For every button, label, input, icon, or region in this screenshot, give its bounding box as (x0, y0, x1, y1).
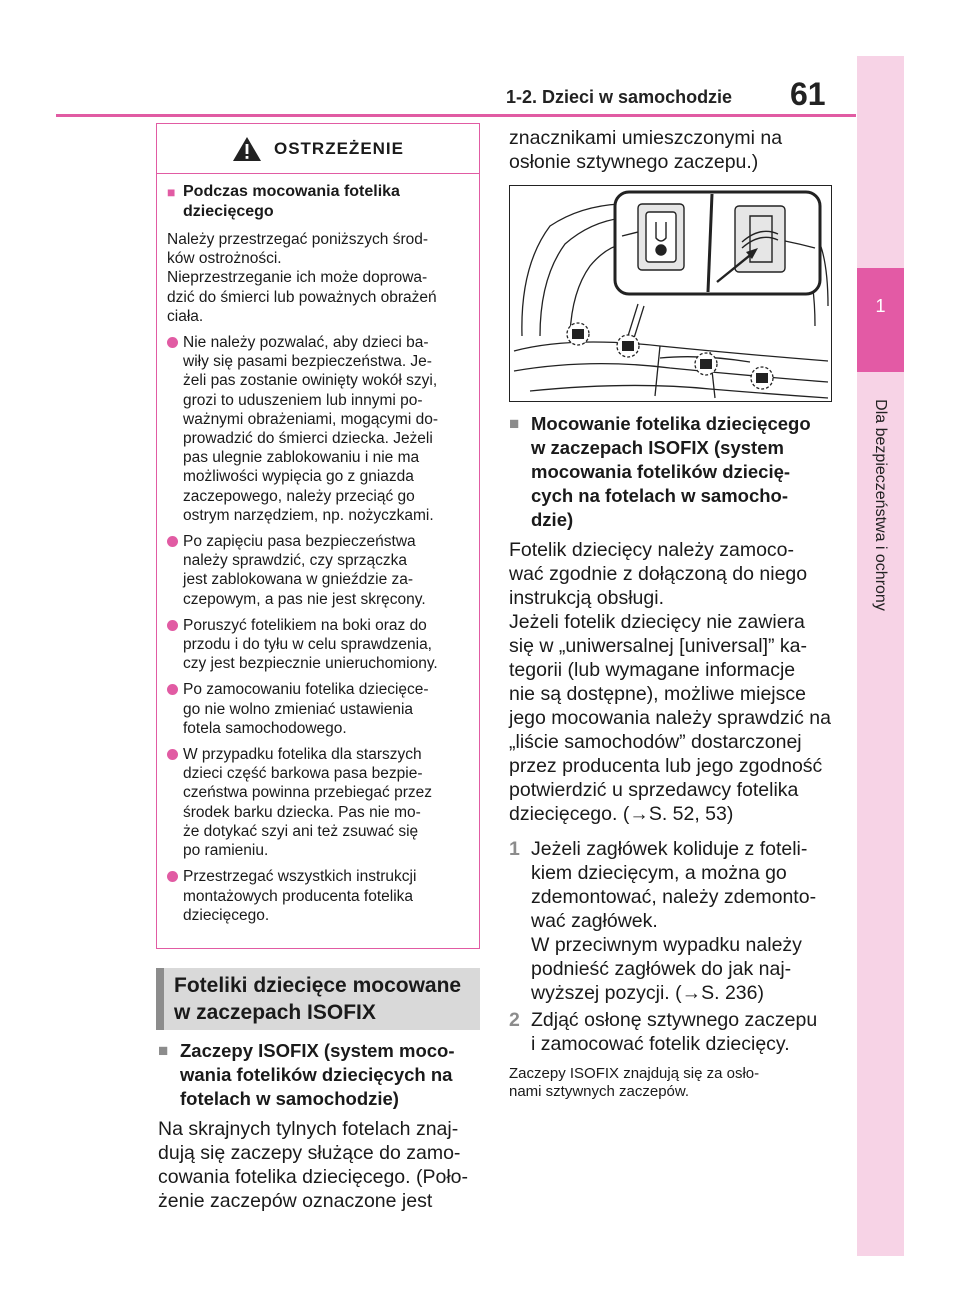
paragraph-mounting-instructions: Fotelik dziecięcy należy zamoco- wać zgodnie z dołączoną do niego instrukcją obsługi. Jeżeli fotelik dziecięcy nie zawiera się w „uniwersalnej [universal]” ka- tegorii (lub wymagane informacje nie są dostępne), możliwe miejsce jego mocowania należy sprawdzić na „liście samochodów” dostarczonej przez producenta lub jego zgodność potwierdzić u sprzedawcy fotelika dziecięcego. (→S. 52, 53) (509, 539, 831, 825)
chapter-title-vertical: Dla bezpieczeństwa i ochrony (872, 399, 889, 611)
step-number: 2 (509, 1009, 520, 1031)
chapter-number-tab: 1 (857, 268, 904, 372)
warning-bullet: Po zapięciu pasa bezpieczeństwa należy sprawdzić, czy sprzączka jest zablokowana w gnieździe za- czepowym, a pas nie jest skręcony. (167, 532, 471, 609)
square-bullet-icon: ■ (509, 414, 520, 433)
warning-subtitle: ■ Podczas mocowania fotelika dziecięcego (167, 183, 400, 220)
section-heading-bar (156, 968, 164, 1030)
warning-bullet: Przestrzegać wszystkich instrukcji montażowych producenta fotelika dziecięcego. (167, 867, 471, 925)
warning-header (157, 124, 479, 174)
step-number: 1 (509, 838, 520, 860)
header-rule (56, 114, 856, 117)
warning-bullet: Poruszyć fotelikiem na boki oraz do przodu i do tyłu w celu sprawdzenia, czy jest bezpiecznie unieruchomiony. (167, 616, 471, 674)
warning-box (156, 123, 480, 949)
warning-triangle-icon (232, 136, 262, 162)
bullet-dot-icon (167, 337, 178, 348)
warning-intro: Należy przestrzegać poniższych środ- ków ostrożności. Nieprzestrzeganie ich może doprowa- dzić do śmierci lub poważnych obrażeń ciała. (167, 231, 437, 325)
subheading-isofix-mounting: ■ Mocowanie fotelika dziecięcego w zaczepach ISOFIX (system mocowania fotelików dziecię- cych na fotelach w samocho- dzie) (509, 413, 811, 530)
subheading-isofix-anchors: ■ Zaczepy ISOFIX (system moco- wania fotelików dziecięcych na fotelach w samochodzie) (158, 1040, 455, 1109)
warning-bullet: Nie należy pozwalać, aby dzieci ba- wiły się pasami bezpieczeństwa. Je- żeli pas zostanie owinięty wokół szyi, grozi to uduszeniem lub innymi po- ważnymi obrażeniami, mogącymi do- prowadzić do śmierci dziecka. Jeżeli pas ulegnie zablokowaniu i nie ma możliwości wypięcia go z gniazda zaczepowego, należy przeciąć go ostrym narzędziem, np. nożyczkami. (167, 333, 471, 525)
square-bullet-icon: ■ (158, 1041, 169, 1060)
side-tab-strip (857, 56, 904, 1256)
warning-bullet: Po zamocowaniu fotelika dziecięce- go nie wolno zmieniać ustawienia fotela samochodowego. (167, 680, 471, 738)
isofix-illustration (509, 185, 832, 402)
bullet-dot-icon (167, 871, 178, 882)
square-bullet-icon: ■ (167, 184, 176, 200)
warning-bullet: W przypadku fotelika dla starszych dzieci część barkowa pasa bezpie- czeństwa powinna przebiegać przez środek barku dziecka. Pas nie mo- że dotykać szyi ani też zsuwać się po ramieniu. (167, 745, 471, 860)
warning-title: OSTRZEŻENIE (273, 138, 404, 158)
rear-seat-isofix-drawing (510, 186, 832, 402)
section-heading: Foteliki dziecięce mocowane w zaczepach ISOFIX (156, 968, 480, 1030)
note-isofix-location: Zaczepy ISOFIX znajdują się za osło- nami sztywnych zaczepów. (509, 1065, 760, 1100)
step-2: 2 Zdjąć osłonę sztywnego zaczepu i zamocować fotelik dziecięcy. (509, 1009, 818, 1055)
bullet-dot-icon (167, 620, 178, 631)
paragraph-anchor-location: Na skrajnych tylnych fotelach znaj- dują się zaczepy służące do zamo- cowania fotelika dziecięcego. (Poło- żenie zaczepów oznaczone jest (158, 1118, 469, 1212)
bullet-dot-icon (167, 684, 178, 695)
paragraph-continuation: znacznikami umieszczonymi na osłonie sztywnego zaczepu.) (509, 127, 783, 173)
page-number: 61 (790, 76, 826, 112)
bullet-dot-icon (167, 749, 178, 760)
step-1: 1 Jeżeli zagłówek koliduje z foteli- kiem dziecięcym, a można go zdemontować, należy zdemonto- wać zagłówek. W przeciwnym wypadku należy podnieść zagłówek do jak naj- wyższej pozycji. (→S. 236) (509, 838, 817, 1004)
running-header-section: 1-2. Dzieci w samochodzie (506, 87, 733, 107)
bullet-dot-icon (167, 536, 178, 547)
